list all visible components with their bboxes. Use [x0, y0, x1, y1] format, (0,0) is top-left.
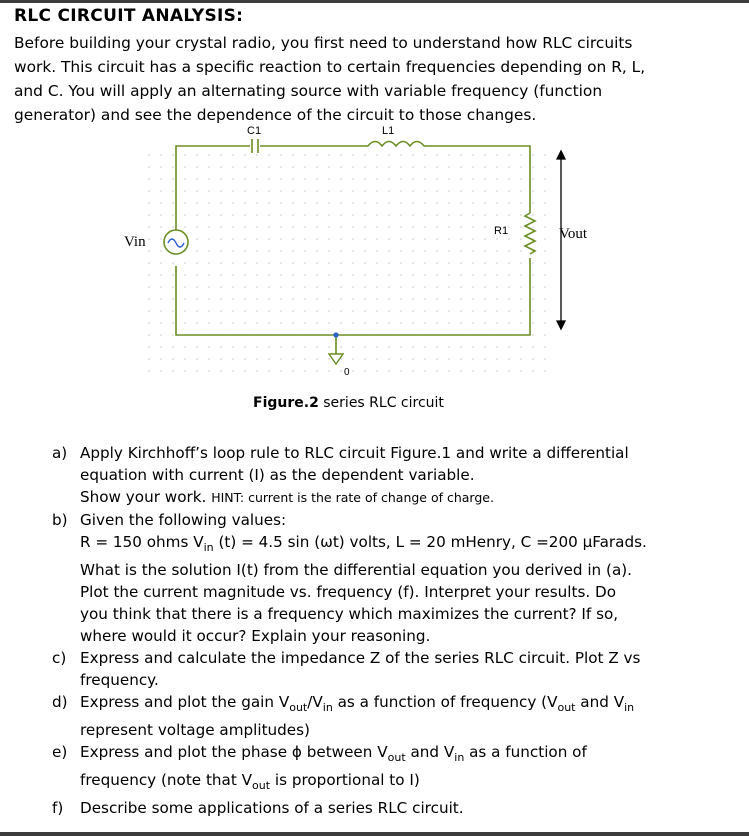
subscript: out: [289, 701, 308, 715]
text-run: as a function of: [464, 743, 587, 762]
question-f: [52, 797, 702, 819]
subscript: in: [624, 701, 635, 715]
question-text: Express and calculate the impedance Z of the series RLC circuit. Plot Z vs: [80, 649, 641, 668]
question-text: represent voltage amplitudes): [80, 721, 310, 740]
question-text: Describe some applications of a series RLC circuit.: [80, 799, 464, 818]
subscript: out: [557, 701, 576, 715]
text-run: as a function of frequency (V: [332, 693, 558, 712]
question-marker: b): [52, 511, 68, 529]
intro-paragraph: [14, 31, 714, 127]
intro-line: and C. You will apply an alternating source with variable frequency (function: [14, 82, 603, 100]
question-marker: e): [52, 743, 68, 762]
question-text: Show your work.: [80, 488, 212, 506]
given-values-text: (t) = 4.5 sin (ωt) volts, L = 20 mHenry, C =200 μFarads.: [213, 533, 647, 551]
question-text: Plot the current magnitude vs. frequency (f). Interpret your results. Do: [80, 583, 617, 602]
ground-label: 0: [344, 367, 350, 378]
text-run: Express and plot the gain V: [80, 693, 290, 712]
given-values-text: R = 150 ohms V: [80, 533, 204, 551]
subscript: out: [252, 779, 271, 793]
top-border: [0, 0, 749, 3]
question-marker: f): [52, 799, 64, 818]
question-text: [80, 769, 702, 797]
subscript: out: [387, 751, 406, 765]
question-text: equation with current (I) as the dependent variable.: [80, 466, 475, 484]
question-text: Given the following values:: [80, 511, 287, 529]
question-a: [52, 442, 702, 509]
question-text: you think that there is a frequency which maximizes the current? If so,: [80, 605, 619, 624]
intro-line: Before building your crystal radio, you first need to understand how RLC circuits: [14, 34, 633, 52]
rlc-circuit-diagram: [100, 118, 620, 380]
question-marker: a): [52, 444, 68, 462]
schematic-grid: [148, 146, 548, 376]
text-run: is proportional to I): [270, 771, 420, 790]
text-run: and V: [405, 743, 455, 762]
question-e: [52, 741, 702, 797]
subscript: in: [203, 541, 214, 555]
inductor-l1: [368, 142, 424, 147]
question-text: [80, 741, 702, 769]
vin-label: Vin: [124, 234, 146, 250]
question-text: [80, 691, 702, 719]
question-list: [52, 442, 702, 819]
bottom-border: [0, 832, 749, 836]
intro-line: work. This circuit has a specific reaction to certain frequencies depending on R, L,: [14, 58, 646, 76]
question-marker: d): [52, 693, 68, 712]
question-c: [52, 647, 702, 691]
question-text: Apply Kirchhoff’s loop rule to RLC circuit Figure.1 and write a differential: [80, 444, 629, 462]
question-marker: c): [52, 649, 67, 668]
resistor-r1-label: R1: [494, 225, 509, 237]
given-values: [80, 531, 702, 559]
inductor-l1-label: L1: [382, 125, 395, 137]
intro-line: generator) and see the dependence of the circuit to those changes.: [14, 106, 537, 124]
text-run: /V: [307, 693, 323, 712]
text-run: frequency (note that V: [80, 771, 253, 790]
question-text: What is the solution I(t) from the differential equation you derived in (a).: [80, 561, 632, 580]
question-b: [52, 509, 702, 647]
hint-text: HINT: current is the rate of change of charge.: [211, 490, 494, 505]
question-text: [80, 486, 702, 509]
question-text: frequency.: [80, 671, 159, 690]
text-run: and V: [575, 693, 625, 712]
text-run: Express and plot the phase ϕ between V: [80, 743, 388, 762]
vout-label: Vout: [559, 226, 588, 242]
capacitor-c1-label: C1: [247, 125, 262, 137]
figure-label: Figure.2: [253, 395, 319, 411]
question-text: where would it occur? Explain your reasoning.: [80, 627, 431, 646]
page-title: RLC CIRCUIT ANALYSIS:: [14, 6, 244, 26]
subscript: in: [322, 701, 333, 715]
figure-caption: [253, 395, 444, 411]
figure-text: series RLC circuit: [318, 395, 444, 411]
subscript: in: [454, 751, 465, 765]
question-d: [52, 691, 702, 741]
ac-source-icon: [164, 230, 188, 254]
